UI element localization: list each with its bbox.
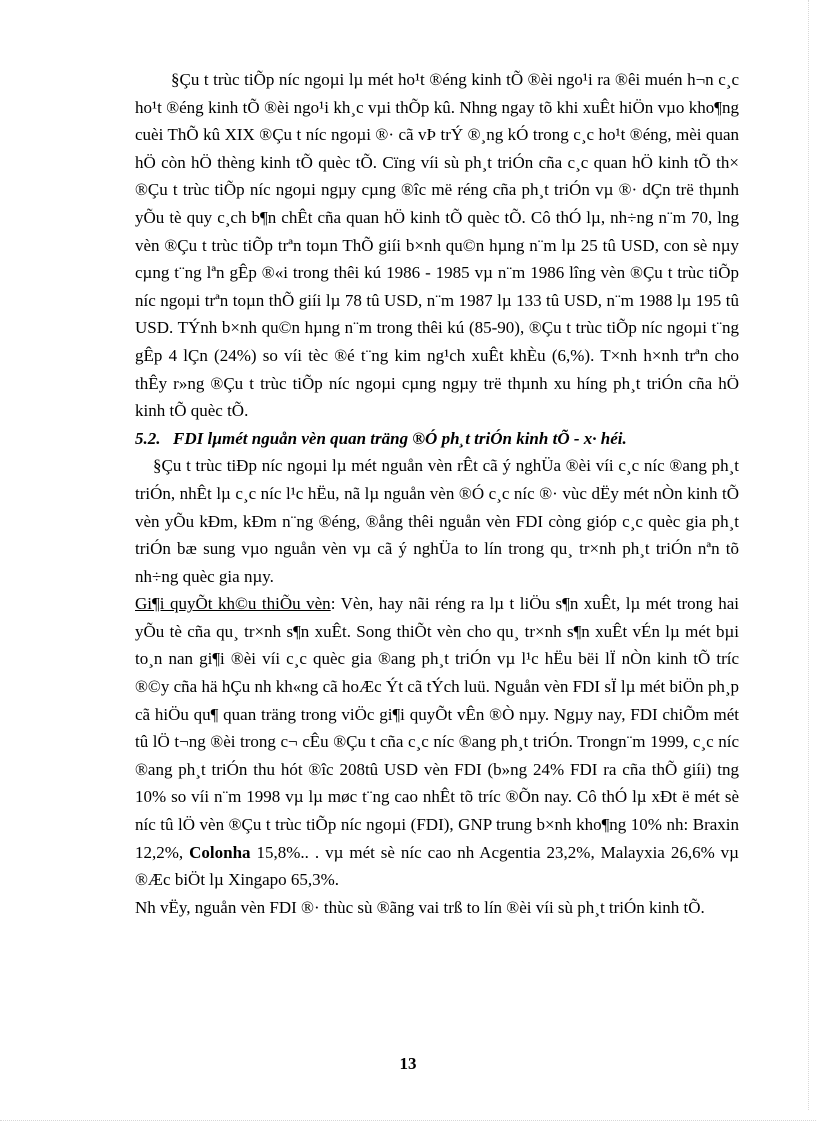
section-number: 5.2.: [135, 428, 161, 448]
page-border-right: [808, 0, 809, 1110]
page-number: 13: [399, 1054, 417, 1073]
section-title: FDI lµmét nguån vèn quan träng ®Ó ph¸t triÓn kinh tÕ - x· héi.: [173, 428, 627, 448]
paragraph-capital-gap: [135, 590, 739, 894]
section-heading: [135, 425, 739, 453]
paragraph-fdi-source: §Çu t trùc tiÐp níc ngoµi lµ mét nguån vèn rÊt cã ý nghÜa ®èi víi c¸c níc ®ang ph¸t triÓn, nhÊt lµ c¸c níc l¹c hËu, nã lµ nguån vèn ®Ó c¸c níc ®· vùc dËy mét nÒn kinh tÕ vèn yÕu kÐm, kÐm n¨ng ®éng, ®ång thêi nguån vèn FDI còng gióp c¸c quèc gia ph¸t triÓn bæ sung vµo nguån vèn vµ cã ý nghÜa to lín trong qu¸ tr×nh ph¸t triÓn nªn tõ nh÷ng quèc gia nµy.: [135, 456, 739, 586]
paragraph-capital-gap-text: : Vèn, hay nãi réng ra lµ t liÖu s¶n xuÊt, lµ mét trong hai yÕu tè cña qu¸ tr×nh s¶n xuÊt. Song thiÕt vèn cho qu¸ tr×nh s¶n xuÊt vÉn lµ mét bµi to¸n nan gi¶i ®èi víi c¸c quèc gia ®ang ph¸t triÓn vµ l¹c hËu bëi lÏ nÒn kinh tÕ tríc ®©y cña hä hÇu nh kh«ng cã hoÆc Ýt cã tÝch luü. Nguån vèn FDI sÏ lµ mét biÖn ph¸p cã hiÖu qu¶ quan träng trong viÖc gi¶i quyÕt vÊn ®Ò nµy. Ngµy nay, FDI chiÕm mét tû lÖ t¬ng ®èi trong c¬ cÊu ®Çu t cña c¸c níc ®ang ph¸t triÓn. Trongn¨m 1999, c¸c níc ®ang ph¸t triÓn thu hót ®îc 208tû USD vèn FDI (b»ng 24% FDI ra cña thÕ giíi) tng 10% so víi n¨m 1998 vµ lµ møc t¨ng cao nhÊt tõ tríc ®Õn nay. Cô thÓ lµ xÐt ë mét sè níc tû lÖ vèn ®Çu t trùc tiÕp níc ngoµi (FDI), GNP trung b×nh kho¶ng 10% nh: Braxin 12,2%,: [135, 594, 739, 862]
bold-country: Colonha: [189, 842, 251, 862]
paragraph-intro: §Çu t trùc tiÕp níc ngoµi lµ mét ho¹t ®éng kinh tÕ ®èi ngo¹i ra ®êi muén h¬n c¸c ho¹t ®éng kinh tÕ ®èi ngo¹i kh¸c vµi thÕp kû. Nhng ngay tõ khi xuÊt hiÖn vµo kho¶ng cuèi ThÕ kû XIX ®Çu t níc ngoµi ®· cã vÞ trÝ ®¸ng kÓ trong c¸c ho¹t ®éng, mèi quan hÖ còn hÖ thèng kinh tÕ quèc tÕ. Cïng víi sù ph¸t triÓn cña c¸c quan hÖ kinh tÕ th× ®Çu t trùc tiÕp níc ngoµi ngµy cµng ®îc më réng cña ph¸t triÓn vµ ®· dÇn trë thµnh yÕu tè quy c¸ch b¶n chÊt cña quan hÖ kinh tÕ quèc tÕ. Cô thÓ lµ, nh÷ng n¨m 70, lng vèn ®Çu t trùc tiÕp trªn toµn ThÕ giíi b×nh qu©n hµng n¨m lµ 25 tû USD, con sè nµy cµng t¨ng lªn gÊp ®«i trong thêi kú 1986 - 1985 vµ n¨m 1986 lîng vèn ®Çu t trùc tiÕp níc ngoµi trªn toµn thÕ giíi lµ 78 tû USD, n¨m 1987 lµ 133 tû USD, n¨m 1988 lµ 195 tû USD. TÝnh b×nh qu©n hµng n¨m trong thêi kú (85-90), ®Çu t trùc tiÕp níc ngoµi t¨ng gÊp 4 lÇn (24%) so víi tèc ®é t¨ng kim ng¹ch xuÊt khÈu (6,%). T×nh h×nh trªn cho thÊy r»ng ®Çu t trùc tiÕp níc ngoµi cµng ngµy trë thµnh xu híng ph¸t triÓn cña hÖ kinh tÕ quèc tÕ.: [135, 70, 739, 421]
document-body: [135, 66, 739, 921]
paragraph-conclusion: Nh vËy, nguån vèn FDI ®· thùc sù ®ãng vai trß to lín ®èi víi sù ph¸t triÓn kinh tÕ.: [135, 897, 705, 917]
page-border-bottom: [0, 1120, 816, 1121]
paragraph-capital-gap-tail: 15,8%.. . vµ mét sè níc cao nh Acgentia 23,2%, Malayxia 26,6% vµ ®Æc biÖt lµ Xingapo 65,3%.: [135, 842, 739, 890]
underlined-lead: Gi¶i quyÕt kh©u thiÕu vèn: [135, 594, 331, 614]
